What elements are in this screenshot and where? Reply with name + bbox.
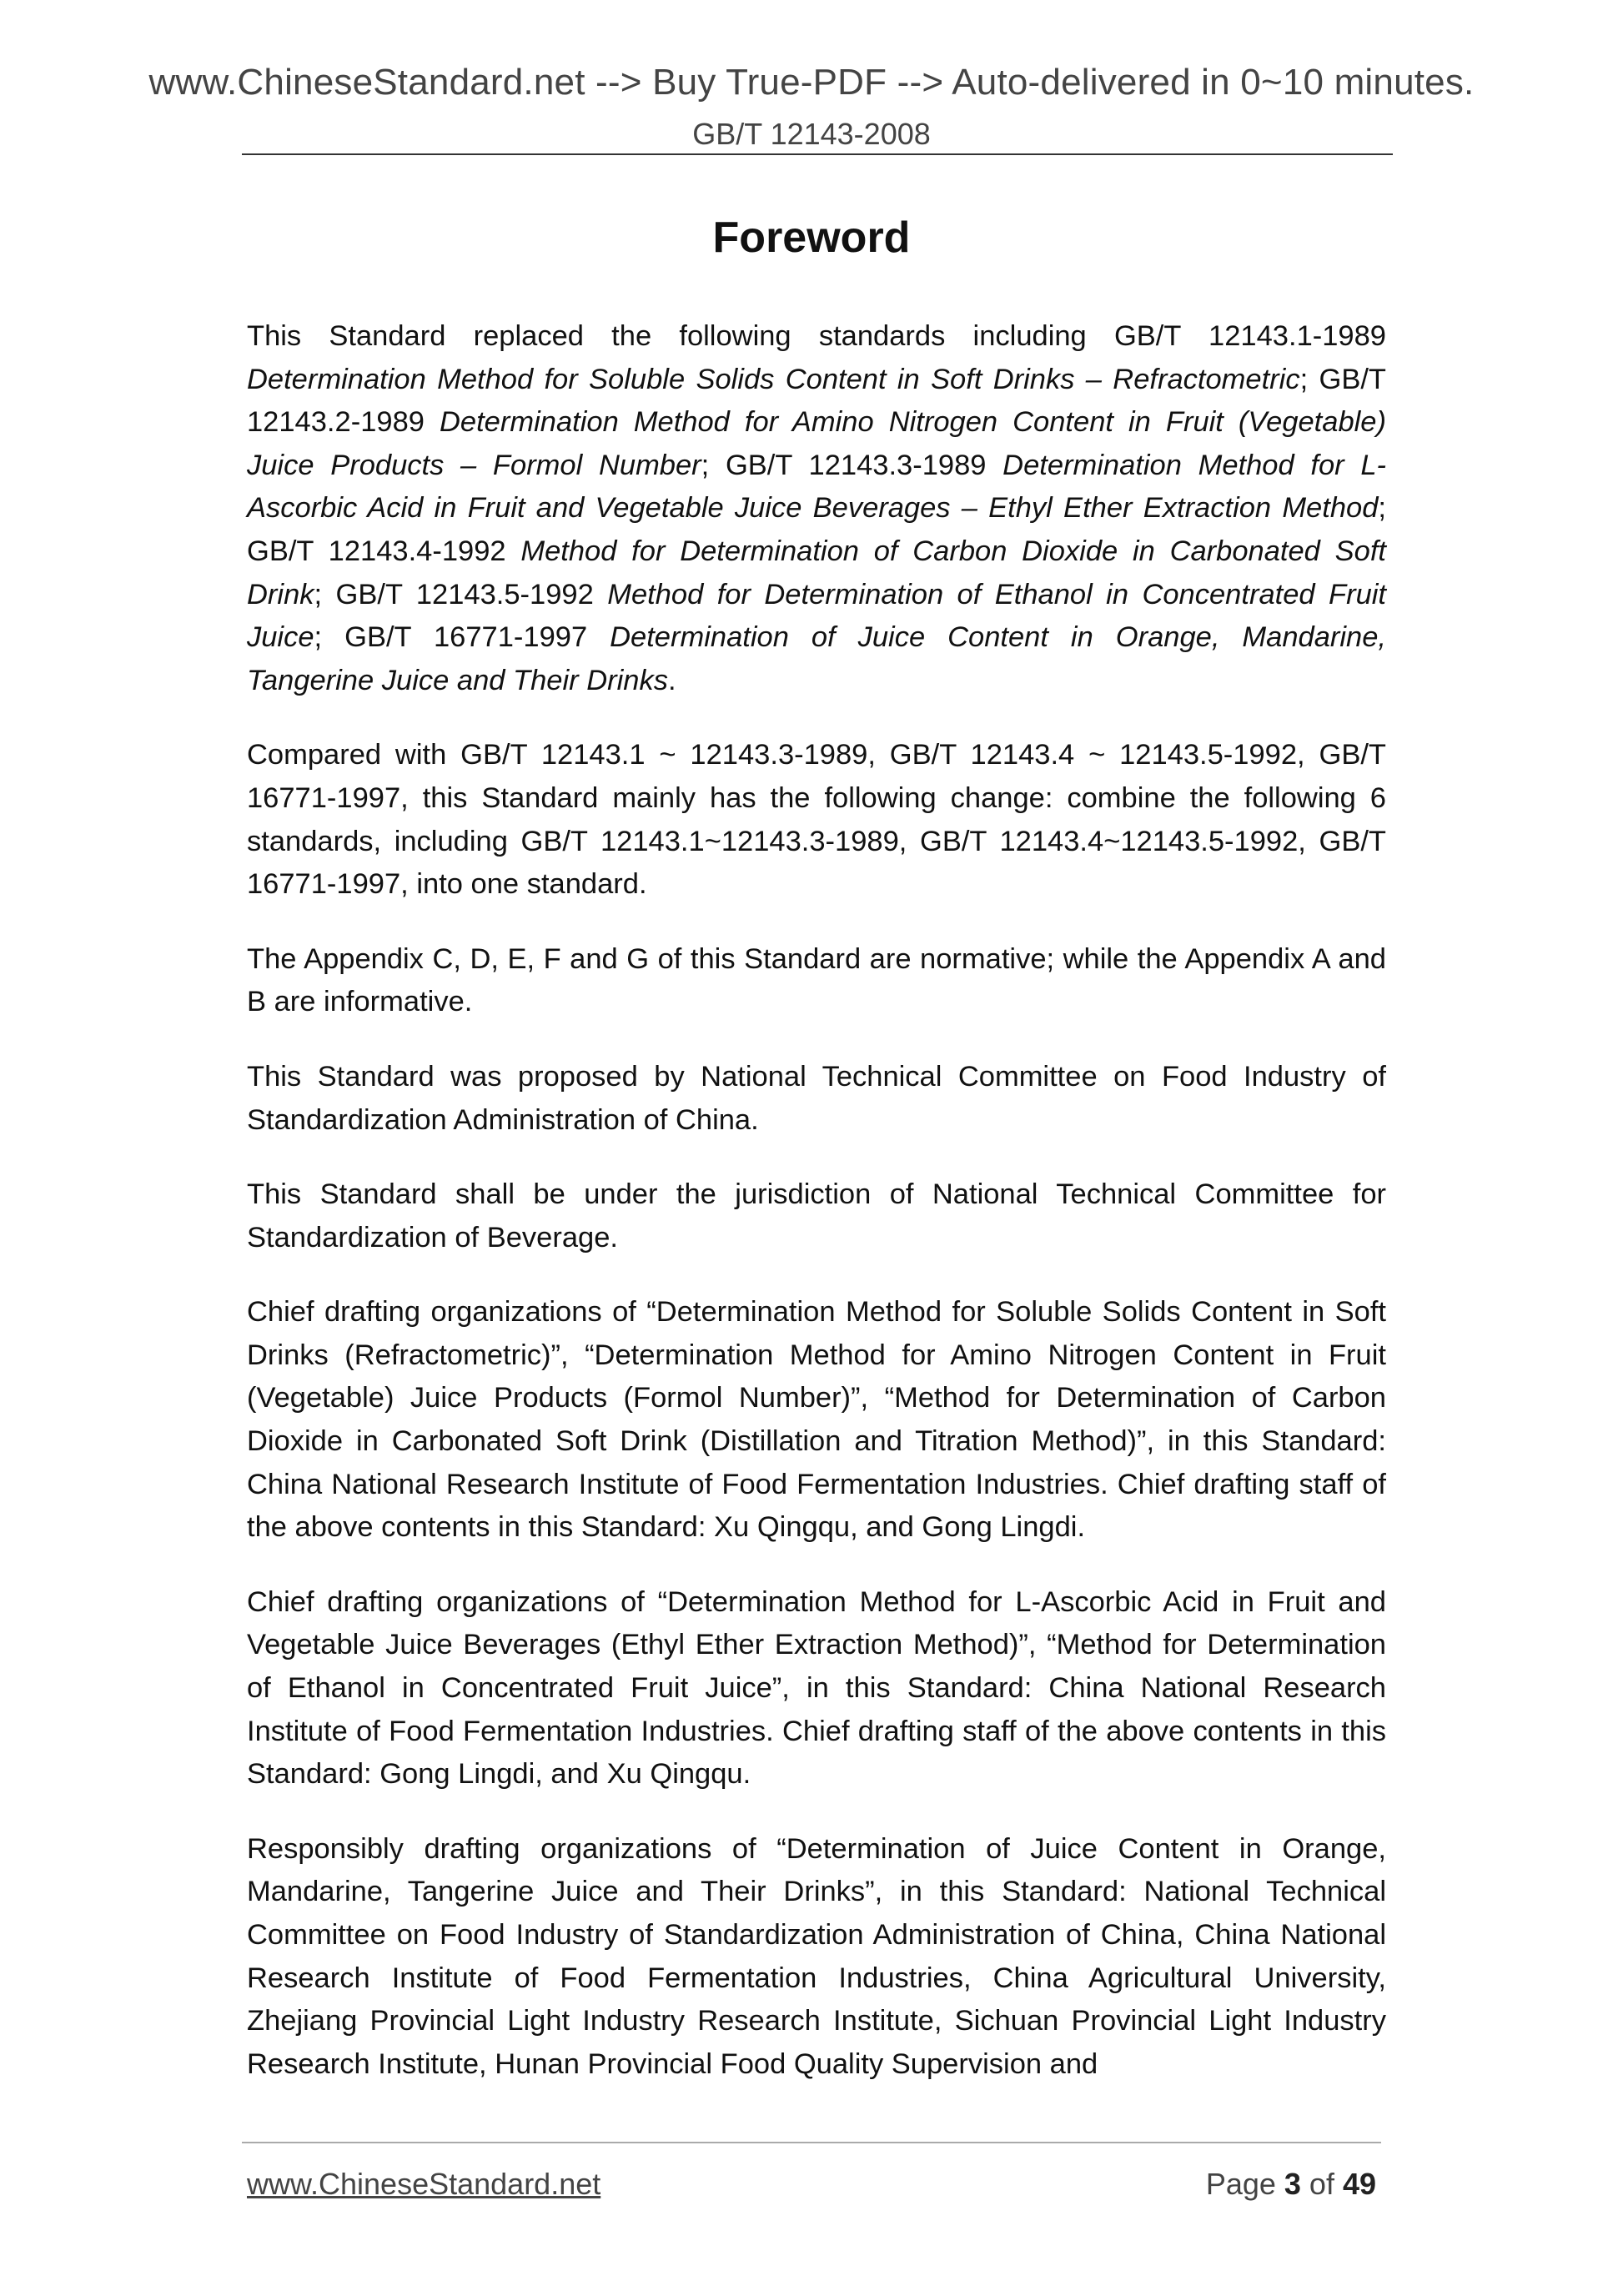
page-current: 3 <box>1284 2167 1301 2201</box>
page-number <box>1206 2167 1376 2202</box>
standard-title: Determination Method for L-Ascorbic Acid in Fruit and Vegetable Juice Beverages – Ethyl Ether Extraction Method <box>247 449 1386 525</box>
text-run: ; GB/T 12143.4-1992 <box>247 492 1386 567</box>
standard-title: Method for Determination of Carbon Dioxide in Carbonated Soft Drink <box>247 535 1386 610</box>
header-divider <box>242 153 1393 155</box>
footer-divider <box>242 2142 1381 2143</box>
paragraph-drafting-1: Chief drafting organizations of “Determination Method for Soluble Solids Content in Soft Drinks (Refractometric)”, “Determination Method for Amino Nitrogen Content in Fruit (Vegetable) Juice Products (Formol Number)”, “Method for Determination of Carbon Dioxide in Carbonated Soft Drink (Distillation and Titration Method)”, in this Standard: China National Research Institute of Food Fermentation Industries. Chief drafting staff of the above contents in this Standard: Xu Qingqu, and Gong Lingdi. <box>247 1296 1386 1544</box>
paragraph-replaced-standards <box>247 315 1386 702</box>
footer-website-link[interactable]: www.ChineseStandard.net <box>247 2167 601 2201</box>
page-title: Foreword <box>712 214 911 262</box>
page-of: of <box>1300 2167 1343 2201</box>
text-run: This Standard replaced the following standards including GB/T 12143.1-1989 <box>247 320 1386 352</box>
text-run: ; GB/T 12143.5-1992 <box>314 578 608 610</box>
header-doc-id: GB/T 12143-2008 <box>692 117 931 151</box>
header-banner: www.ChineseStandard.net --> Buy True-PDF --> Auto-delivered in 0~10 minutes. <box>148 62 1475 103</box>
paragraph-jurisdiction: This Standard shall be under the jurisdiction of National Technical Committee for Standardization of Beverage. <box>247 1178 1386 1254</box>
standard-title: Determination Method for Amino Nitrogen Content in Fruit (Vegetable) Juice Products – Formol Number <box>247 406 1386 481</box>
standard-title: Method for Determination of Ethanol in Concentrated Fruit Juice <box>247 578 1387 654</box>
paragraph-appendix: The Appendix C, D, E, F and G of this Standard are normative; while the Appendix A and B are informative. <box>247 942 1386 1018</box>
page-prefix: Page <box>1205 2167 1284 2201</box>
text-run: ; GB/T 12143.3-1989 <box>701 449 1003 481</box>
page-total: 49 <box>1342 2167 1376 2201</box>
standard-title: Determination of Juice Content in Orange, Mandarine, Tangerine Juice and Their Drinks <box>247 621 1386 696</box>
text-run: ; GB/T 16771-1997 <box>314 621 611 654</box>
paragraph-drafting-2: Chief drafting organizations of “Determination Method for L-Ascorbic Acid in Fruit and Vegetable Juice Beverages (Ethyl Ether Extraction Method)”, “Method for Determination of Ethanol in Concentrated Fruit Juice”, in this Standard: China National Research Institute of Food Fermentation Industries. Chief drafting staff of the above contents in this Standard: Gong Lingdi, and Xu Qingqu. <box>247 1585 1386 1791</box>
standard-title: Determination Method for Soluble Solids Content in Soft Drinks – Refractometric <box>247 363 1300 395</box>
document-body <box>247 315 1386 2118</box>
paragraph-drafting-3: Responsibly drafting organizations of “Determination of Juice Content in Orange, Mandarine, Tangerine Juice and Their Drinks”, in this Standard: National Technical Committee on Food Industry of Standardization Administration of China, China National Research Institute of Food Fermentation Industries, China Agricultural University, Zhejiang Provincial Light Industry Research Institute, Sichuan Provincial Light Industry Research Institute, Hunan Provincial Food Quality Supervision and <box>247 1832 1386 2080</box>
paragraph-proposed-by: This Standard was proposed by National Technical Committee on Food Industry of Standardization Administration of China. <box>247 1060 1386 1136</box>
text-run: ; GB/T 12143.2-1989 <box>247 363 1386 439</box>
text-run: . <box>667 664 676 696</box>
paragraph-changes: Compared with GB/T 12143.1 ~ 12143.3-1989, GB/T 12143.4 ~ 12143.5-1992, GB/T 16771-1997, this Standard mainly has the following change: combine the following 6 standards, including GB/T 12143.1~12143.3-1989, GB/T 12143.4~12143.5-1992, GB/T 16771-1997, into one standard. <box>247 739 1386 901</box>
